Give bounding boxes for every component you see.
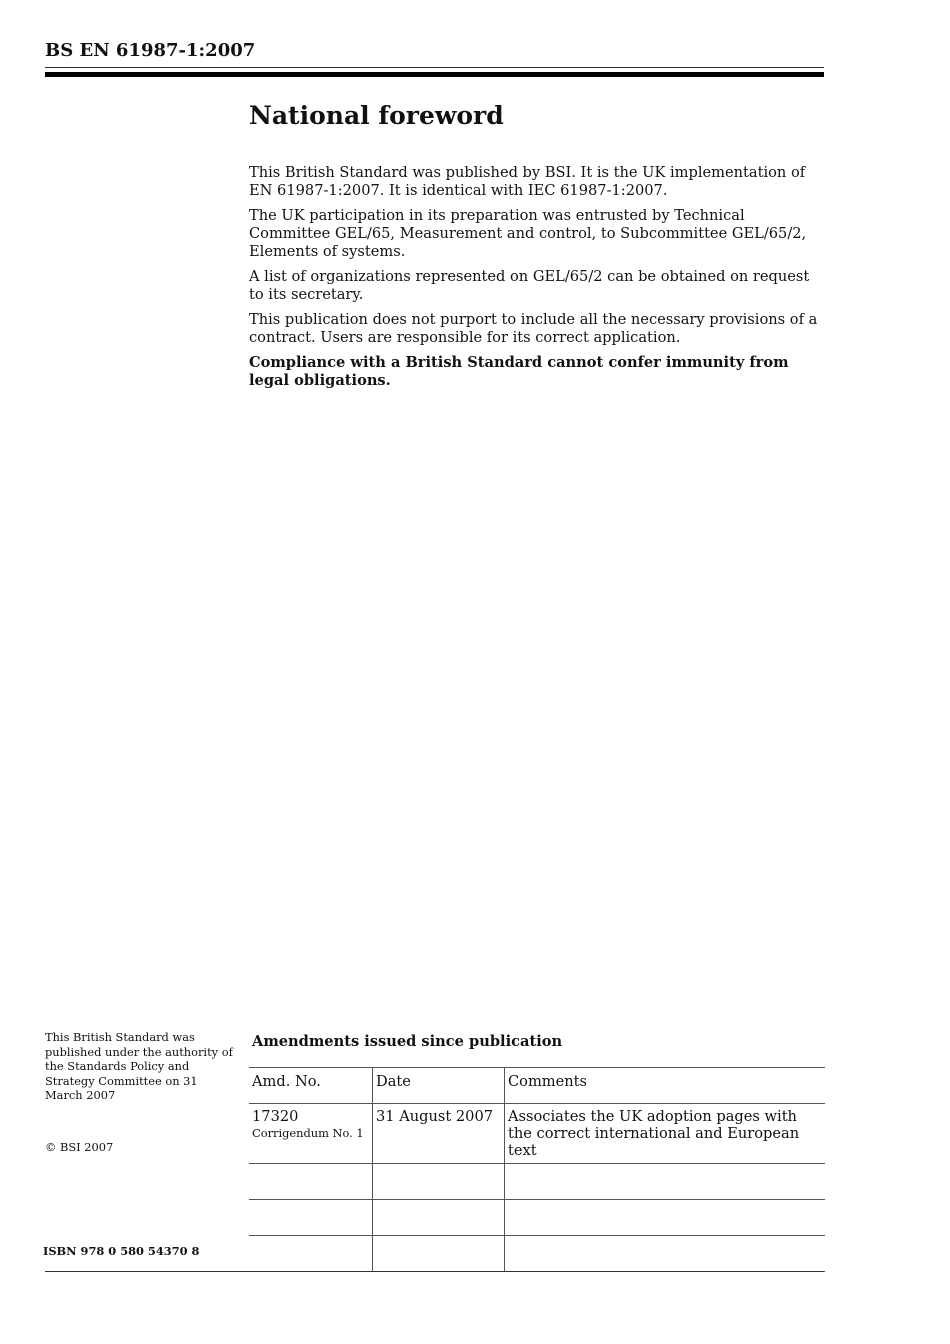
empty-cell xyxy=(373,1200,505,1236)
empty-cell xyxy=(249,1236,373,1272)
header-date: Date xyxy=(373,1068,505,1104)
paragraph-participation: The UK participation in its preparation was entrusted by Technical Committee GEL/65, Measurement and control, to Subcommittee GEL/65/2, Elements of systems. xyxy=(249,207,807,260)
amd-number: 17320 xyxy=(252,1108,299,1125)
cell-amd-no xyxy=(249,1104,373,1164)
page-title: National foreword xyxy=(249,101,504,130)
empty-cell xyxy=(505,1200,826,1236)
paragraph-organizations: A list of organizations represented on GEL/65/2 can be obtained on request to its secretary. xyxy=(249,268,810,303)
empty-cell xyxy=(505,1236,826,1272)
footer-rule xyxy=(45,1271,824,1272)
cell-comments: Associates the UK adoption pages with the correct international and European text xyxy=(505,1104,826,1164)
paragraph-publication: This British Standard was published by BSI. It is the UK implementation of EN 61987-1:2007. It is identical with IEC 61987-1:2007. xyxy=(249,164,806,199)
empty-cell xyxy=(505,1164,826,1200)
empty-cell xyxy=(373,1164,505,1200)
empty-cell xyxy=(249,1200,373,1236)
table-header-row xyxy=(249,1068,825,1104)
header-rule-thin xyxy=(45,67,824,68)
table-row-empty xyxy=(249,1236,825,1272)
paragraph-provisions: This publication does not purport to include all the necessary provisions of a contract. Users are responsible for its correct application. xyxy=(249,311,818,346)
document-id: BS EN 61987-1:2007 xyxy=(45,40,256,61)
empty-cell xyxy=(249,1164,373,1200)
amd-corrigendum: Corrigendum No. 1 xyxy=(252,1126,364,1140)
foreword-body xyxy=(249,164,824,397)
header-rule-thick xyxy=(45,72,824,77)
header-comments: Comments xyxy=(505,1068,826,1104)
header-amd-no: Amd. No. xyxy=(249,1068,373,1104)
empty-cell xyxy=(373,1236,505,1272)
isbn: ISBN 978 0 580 54370 8 xyxy=(43,1244,200,1258)
amendments-table xyxy=(249,1067,825,1272)
copyright: © BSI 2007 xyxy=(45,1140,114,1154)
compliance-statement: Compliance with a British Standard cannot confer immunity from legal obligations. xyxy=(249,354,789,389)
table-row-empty xyxy=(249,1200,825,1236)
table-row xyxy=(249,1104,825,1164)
table-row-empty xyxy=(249,1164,825,1200)
cell-date: 31 August 2007 xyxy=(373,1104,505,1164)
amendments-title: Amendments issued since publication xyxy=(252,1033,563,1050)
publication-note: This British Standard was published under the authority of the Standards Policy and Strategy Committee on 31 March 2007 xyxy=(45,1030,233,1102)
